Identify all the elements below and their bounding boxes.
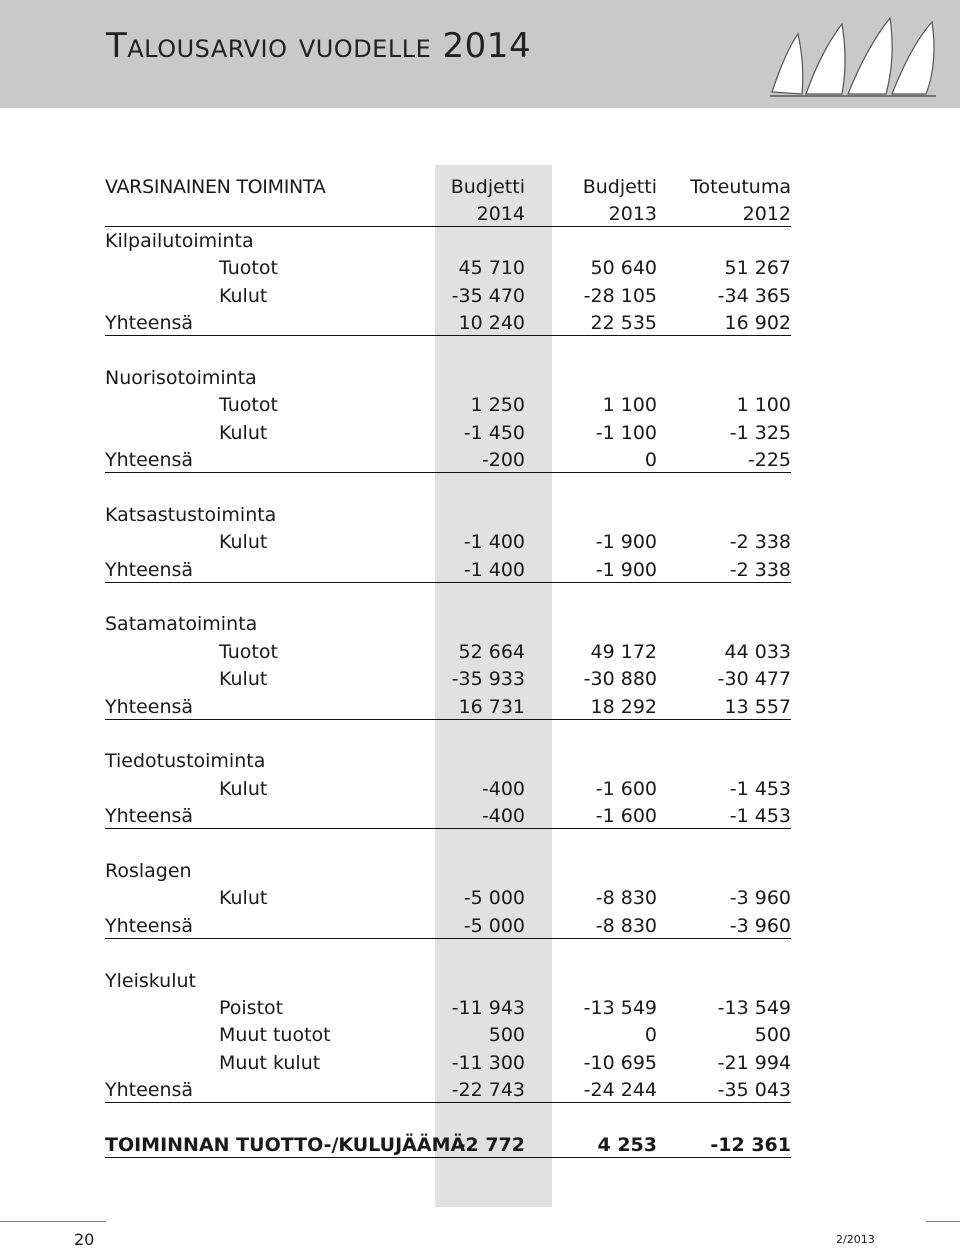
section-title-row xyxy=(105,858,791,884)
table-heading: VARSINAINEN TOIMINTA xyxy=(105,176,326,198)
row-label: Kulut xyxy=(219,668,268,690)
cell-col-2: -1 600 xyxy=(595,778,657,800)
table-row xyxy=(105,639,791,665)
row-label: Kulut xyxy=(219,285,268,307)
cell-col-1: -2 772 xyxy=(457,1134,525,1156)
cell-col-1: Budjetti xyxy=(450,176,525,198)
cell-col-3: -35 043 xyxy=(717,1079,791,1101)
cell-col-2: -13 549 xyxy=(583,997,657,1019)
cell-col-2: -1 900 xyxy=(595,559,657,581)
table-row xyxy=(105,392,791,418)
cell-col-2: -8 830 xyxy=(595,887,657,909)
row-label: Tuotot xyxy=(219,641,278,663)
row-label: Poistot xyxy=(219,997,284,1019)
row-label: Tuotot xyxy=(219,394,278,416)
cell-col-3: 51 267 xyxy=(724,257,791,279)
cell-col-2: -1 100 xyxy=(595,422,657,444)
cell-col-3: -34 365 xyxy=(717,285,791,307)
row-label: Muut kulut xyxy=(219,1052,321,1074)
cell-col-3: 500 xyxy=(754,1024,791,1046)
cell-col-1: 45 710 xyxy=(458,257,525,279)
cell-col-1: 10 240 xyxy=(458,312,525,334)
cell-col-2: 50 640 xyxy=(590,257,657,279)
cell-col-1: -5 000 xyxy=(463,915,525,937)
table-row xyxy=(105,1022,791,1048)
cell-col-2: 22 535 xyxy=(590,312,657,334)
cell-col-1: -1 400 xyxy=(463,531,525,553)
cell-col-3: -2 338 xyxy=(729,531,791,553)
section-title-row xyxy=(105,748,791,774)
section-title-row xyxy=(105,968,791,994)
section-title: Satamatoiminta xyxy=(105,613,258,635)
page-number: 20 xyxy=(74,1230,95,1249)
row-label: Kulut xyxy=(219,887,268,909)
section-title-row xyxy=(105,228,791,254)
row-label: Kulut xyxy=(219,778,268,800)
table-row xyxy=(105,666,791,692)
page-title: Talousarvio vuodelle 2014 xyxy=(106,26,532,66)
cell-col-2: -24 244 xyxy=(583,1079,657,1101)
row-label: Yhteensä xyxy=(105,312,194,334)
cell-col-2: -1 900 xyxy=(595,531,657,553)
section-title: Roslagen xyxy=(105,860,192,882)
cell-col-2: 49 172 xyxy=(590,641,657,663)
cell-col-2: -8 830 xyxy=(595,915,657,937)
table-row xyxy=(105,885,791,911)
cell-col-1: -400 xyxy=(481,778,525,800)
cell-col-3: -30 477 xyxy=(717,668,791,690)
row-label: Yhteensä xyxy=(105,1079,194,1101)
cell-col-2: -30 880 xyxy=(583,668,657,690)
section-total-row xyxy=(105,1077,791,1103)
table-row xyxy=(105,1050,791,1076)
cell-col-2: -28 105 xyxy=(583,285,657,307)
row-label: Yhteensä xyxy=(105,559,194,581)
section-title-row xyxy=(105,365,791,391)
cell-col-3: -1 453 xyxy=(729,778,791,800)
section-title: Nuorisotoiminta xyxy=(105,367,257,389)
cell-col-3: -3 960 xyxy=(729,915,791,937)
cell-col-3: Toteutuma xyxy=(690,176,791,198)
cell-col-1: -400 xyxy=(481,805,525,827)
section-title: Yleiskulut xyxy=(105,970,196,992)
cell-col-1: -11 300 xyxy=(451,1052,525,1074)
cell-col-2: -1 600 xyxy=(595,805,657,827)
cell-col-3: -225 xyxy=(747,449,791,471)
table-row xyxy=(105,529,791,555)
section-title: Tiedotustoiminta xyxy=(105,750,266,772)
section-total-row xyxy=(105,913,791,939)
cell-col-1: -1 400 xyxy=(463,559,525,581)
cell-col-1: -35 470 xyxy=(451,285,525,307)
section-total-row xyxy=(105,310,791,336)
cell-col-3: 13 557 xyxy=(724,696,791,718)
cell-col-2: 2013 xyxy=(608,203,657,225)
section-title-row xyxy=(105,502,791,528)
table-header-row xyxy=(105,174,791,200)
section-title-row xyxy=(105,611,791,637)
table-row xyxy=(105,776,791,802)
cell-col-2: Budjetti xyxy=(582,176,657,198)
table-row xyxy=(105,255,791,281)
table-row xyxy=(105,420,791,446)
cell-col-3: 2012 xyxy=(742,203,791,225)
cell-col-3: 1 100 xyxy=(736,394,791,416)
section-total-row xyxy=(105,694,791,720)
cell-col-3: -21 994 xyxy=(717,1052,791,1074)
cell-col-2: 0 xyxy=(644,1024,657,1046)
row-label: Yhteensä xyxy=(105,805,194,827)
cell-col-3: -1 325 xyxy=(729,422,791,444)
row-label: Kulut xyxy=(219,422,268,444)
cell-col-3: -1 453 xyxy=(729,805,791,827)
row-label: Kulut xyxy=(219,531,268,553)
row-label: Yhteensä xyxy=(105,449,194,471)
cell-col-1: 500 xyxy=(488,1024,525,1046)
cell-col-1: -1 450 xyxy=(463,422,525,444)
grand-total-label: TOIMINNAN TUOTTO-/KULUJÄÄMÄ xyxy=(105,1134,466,1156)
row-label: Yhteensä xyxy=(105,915,194,937)
cell-col-1: -22 743 xyxy=(451,1079,525,1101)
cell-col-1: 16 731 xyxy=(458,696,525,718)
cell-col-1: 2014 xyxy=(476,203,525,225)
cell-col-2: 0 xyxy=(644,449,657,471)
table-row xyxy=(105,283,791,309)
cell-col-3: -13 549 xyxy=(717,997,791,1019)
section-total-row xyxy=(105,447,791,473)
cell-col-3: -12 361 xyxy=(710,1134,791,1156)
cell-col-3: -3 960 xyxy=(729,887,791,909)
cell-col-3: 16 902 xyxy=(724,312,791,334)
cell-col-2: -10 695 xyxy=(583,1052,657,1074)
cell-col-1: -200 xyxy=(481,449,525,471)
cell-col-2: 18 292 xyxy=(590,696,657,718)
cell-col-3: 44 033 xyxy=(724,641,791,663)
sails-logo-icon xyxy=(766,8,942,102)
grand-total-row xyxy=(105,1132,791,1158)
cell-col-1: 52 664 xyxy=(458,641,525,663)
row-label: Yhteensä xyxy=(105,696,194,718)
row-label: Tuotot xyxy=(219,257,278,279)
cell-col-1: -35 933 xyxy=(451,668,525,690)
section-total-row xyxy=(105,557,791,583)
section-title: Kilpailutoiminta xyxy=(105,230,254,252)
table-year-row xyxy=(105,201,791,227)
cell-col-1: -5 000 xyxy=(463,887,525,909)
section-title: Katsastustoiminta xyxy=(105,504,277,526)
row-label: Muut tuotot xyxy=(219,1024,331,1046)
cell-col-1: -11 943 xyxy=(451,997,525,1019)
issue-label: 2/2013 xyxy=(836,1233,875,1246)
page-header xyxy=(0,0,960,108)
cell-col-2: 1 100 xyxy=(602,394,657,416)
cell-col-1: 1 250 xyxy=(470,394,525,416)
cell-col-2: 4 253 xyxy=(597,1134,657,1156)
table-row xyxy=(105,995,791,1021)
section-total-row xyxy=(105,803,791,829)
cell-col-3: -2 338 xyxy=(729,559,791,581)
